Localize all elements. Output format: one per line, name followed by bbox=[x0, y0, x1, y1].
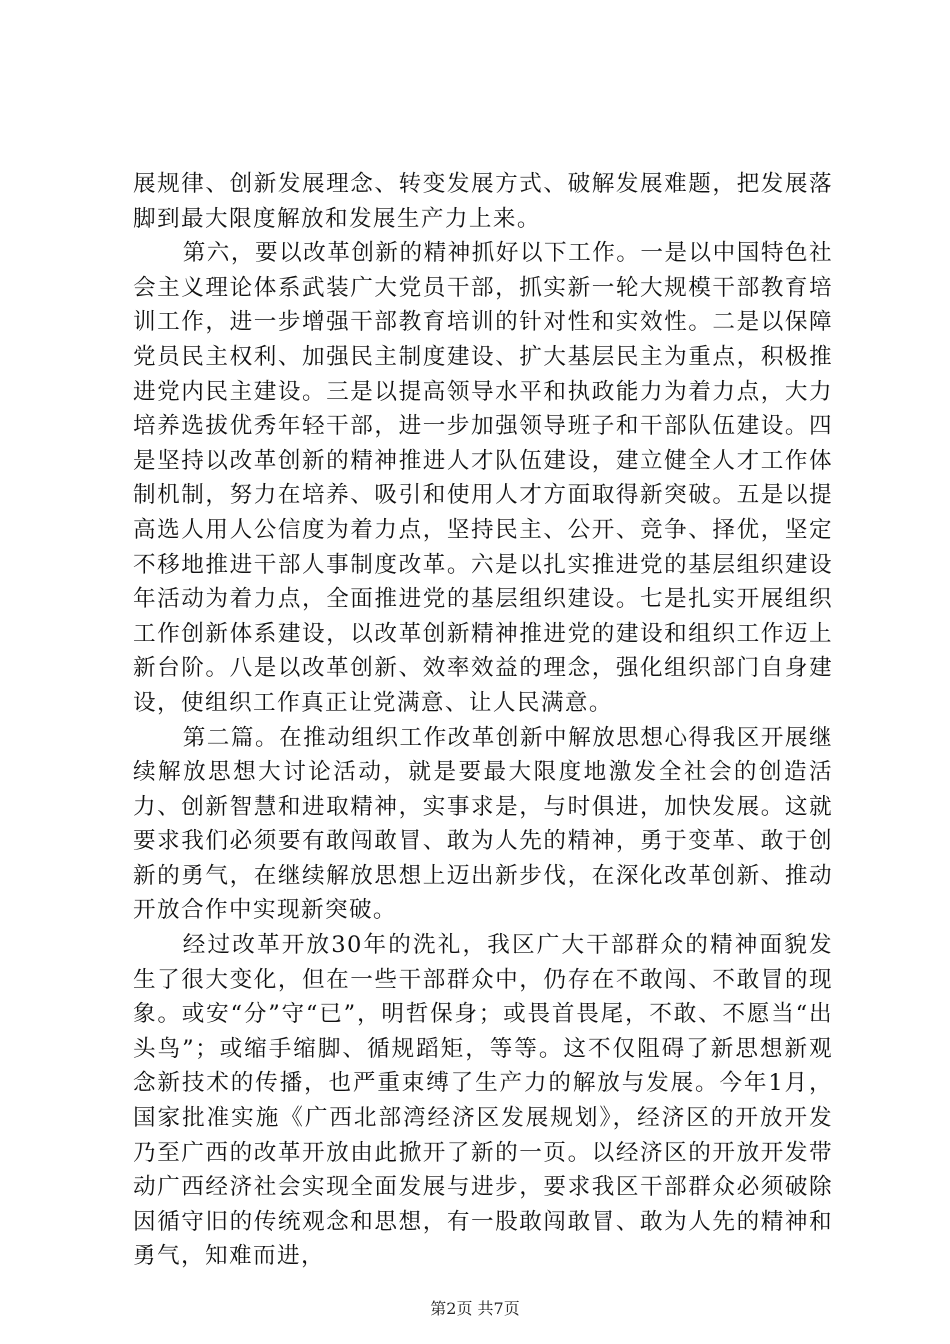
paragraph-1: 展规律、创新发展理念、转变发展方式、破解发展难题，把发展落脚到最大限度解放和发展生产力上来。 bbox=[133, 171, 833, 232]
page-number-footer: 第2页 共7页 bbox=[430, 1299, 520, 1318]
paragraph-3: 第二篇。在推动组织工作改革创新中解放思想心得我区开展继续解放思想大讨论活动，就是要最大限度地激发全社会的创造活力、创新智慧和进取精神，实事求是，与时俱进，加快发展。这就要求我们必须要有敢闯敢冒、敢为人先的精神，勇于变革、敢于创新的勇气，在继续解放思想上迈出新步伐，在深化改革创新、推动开放合作中实现新突破。 bbox=[133, 724, 833, 924]
document-body bbox=[133, 167, 833, 1274]
paragraph-4: 经过改革开放30年的洗礼，我区广大干部群众的精神面貌发生了很大变化，但在一些干部群众中，仍存在不敢闯、不敢冒的现象。或安“分”守“已”，明哲保身；或畏首畏尾，不敢、不愿当“出头鸟”；或缩手缩脚、循规蹈矩，等等。这不仅阻碍了新思想新观念新技术的传播，也严重束缚了生产力的解放与发展。今年1月，国家批准实施《广西北部湾经济区发展规划》，经济区的开放开发乃至广西的改革开放由此掀开了新的一页。以经济区的开放开发带动广西经济社会实现全面发展与进步，要求我区干部群众必须破除因循守旧的传统观念和思想，有一股敢闯敢冒、敢为人先的精神和勇气，知难而进， bbox=[133, 932, 833, 1270]
paragraph-2: 第六，要以改革创新的精神抓好以下工作。一是以中国特色社会主义理论体系武装广大党员干部，抓实新一轮大规模干部教育培训工作，进一步增强干部教育培训的针对性和实效性。二是以保障党员民主权利、加强民主制度建设、扩大基层民主为重点，积极推进党内民主建设。三是以提高领导水平和执政能力为着力点，大力培养选拔优秀年轻干部，进一步加强领导班子和干部队伍建设。四是坚持以改革创新的精神推进人才队伍建设，建立健全人才工作体制机制，努力在培养、吸引和使用人才方面取得新突破。五是以提高选人用人公信度为着力点，坚持民主、公开、竞争、择优，坚定不移地推进干部人事制度改革。六是以扎实推进党的基层组织建设年活动为着力点，全面推进党的基层组织建设。七是扎实开展组织工作创新体系建设，以改革创新精神推进党的建设和组织工作迈上新台阶。八是以改革创新、效率效益的理念，强化组织部门自身建设，使组织工作真正让党满意、让人民满意。 bbox=[133, 240, 833, 716]
